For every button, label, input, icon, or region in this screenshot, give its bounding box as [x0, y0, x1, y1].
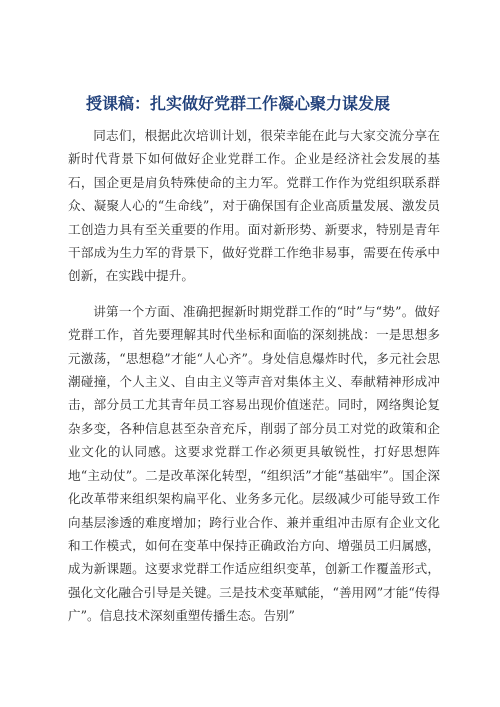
document-body: [68, 124, 440, 628]
paragraph-section-one: 讲第一个方面、准确把握新时期党群工作的“时”与“势”。做好党群工作，首先要理解其时代坐标和面临的深刻挑战：一是思想多元激荡，“思想稳”才能“人心齐”。身处信息爆炸时代，多元社会思潮碰撞，个人主义、自由主义等声音对集体主义、奉献精神形成冲击，部分员工尤其青年员工容易出现价值迷茫。同时，网络舆论复杂多变，各种信息甚至杂音充斥，削弱了部分员工对党的政策和企业文化的认同感。这要求党群工作必须更具敏锐性，打好思想阵地“主动仗”。二是改革深化转型，“组织活”才能“基础牢”。国企深化改革带来组织架构扁平化、业务多元化。层级减少可能导致工作向基层渗透的难度增加；跨行业合作、兼并重组冲击原有企业文化和工作模式，如何在变革中保持正确政治方向、增强员工归属感，成为新课题。这要求党群工作适应组织变革，创新工作覆盖形式，强化文化融合引导是关键。三是技术变革赋能，“善用网”才能“传得广”。信息技术深刻重塑传播生态。告别”: [68, 303, 440, 624]
document-title: 授课稿：扎实做好党群工作凝心聚力谋发展: [86, 94, 391, 113]
paragraph-intro: 同志们，根据此次培训计划，很荣幸能在此与大家交流分享在新时代背景下如何做好企业党群工作。企业是经济社会发展的基石，国企更是肩负特殊使命的主力军。党群工作作为党组织联系群众、凝聚人心的“生命线”，对于确保国有企业高质量发展、激发员工创造力具有至关重要的作用。面对新形势、新要求，特别是青年干部成为生力军的背景下，做好党群工作绝非易事，需要在传承中创新，在实践中提升。: [68, 128, 440, 284]
